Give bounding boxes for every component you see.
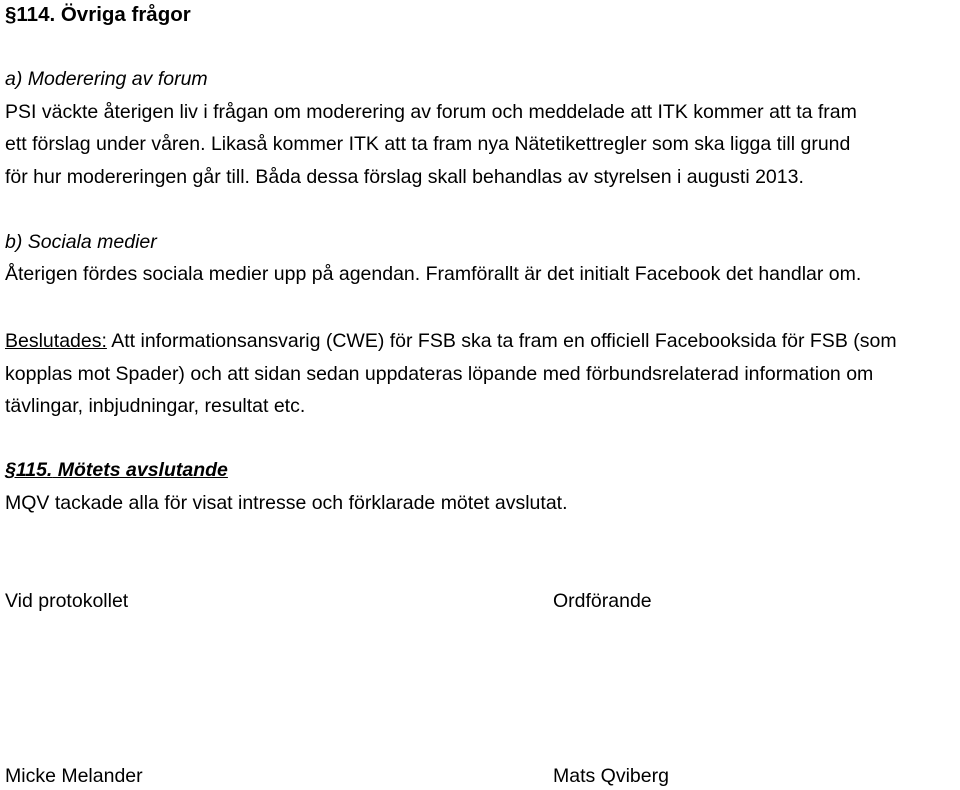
signature-right-label: Ordförande xyxy=(553,590,652,612)
section-115-heading xyxy=(5,458,228,482)
section-115-number: §115. xyxy=(5,459,53,481)
subsection-b-heading: b) Sociala medier xyxy=(5,231,157,253)
section-115-title: Mötets avslutande xyxy=(52,459,228,481)
section-114-heading: §114. Övriga frågor xyxy=(5,3,191,26)
decision-line-1 xyxy=(5,329,897,353)
signature-right-name: Mats Qviberg xyxy=(553,765,669,787)
signature-left-name: Micke Melander xyxy=(5,765,143,787)
decision-line-2: kopplas mot Spader) och att sidan sedan uppdateras löpande med förbundsrelaterad information om xyxy=(5,363,874,385)
signature-left-label: Vid protokollet xyxy=(5,590,129,612)
decision-line-3: tävlingar, inbjudningar, resultat etc. xyxy=(5,395,306,417)
subsection-a-line-1: PSI väckte återigen liv i frågan om moderering av forum och meddelade att ITK kommer att ta fram xyxy=(5,101,857,123)
section-115-text: MQV tackade alla för visat intresse och förklarade mötet avslutat. xyxy=(5,492,568,514)
subsection-a-heading: a) Moderering av forum xyxy=(5,68,208,90)
subsection-a-line-2: ett förslag under våren. Likaså kommer ITK att ta fram nya Nätetikettregler som ska ligga till grund xyxy=(5,133,851,155)
subsection-a-line-3: för hur modereringen går till. Båda dessa förslag skall behandlas av styrelsen i augusti 2013. xyxy=(5,166,804,188)
subsection-b-text: Återigen fördes sociala medier upp på agendan. Framförallt är det initialt Facebook det handlar om. xyxy=(5,263,862,285)
decision-label: Beslutades: xyxy=(5,330,107,352)
decision-text-1: Att informationsansvarig (CWE) för FSB ska ta fram en officiell Facebooksida för FSB (som xyxy=(106,330,897,352)
